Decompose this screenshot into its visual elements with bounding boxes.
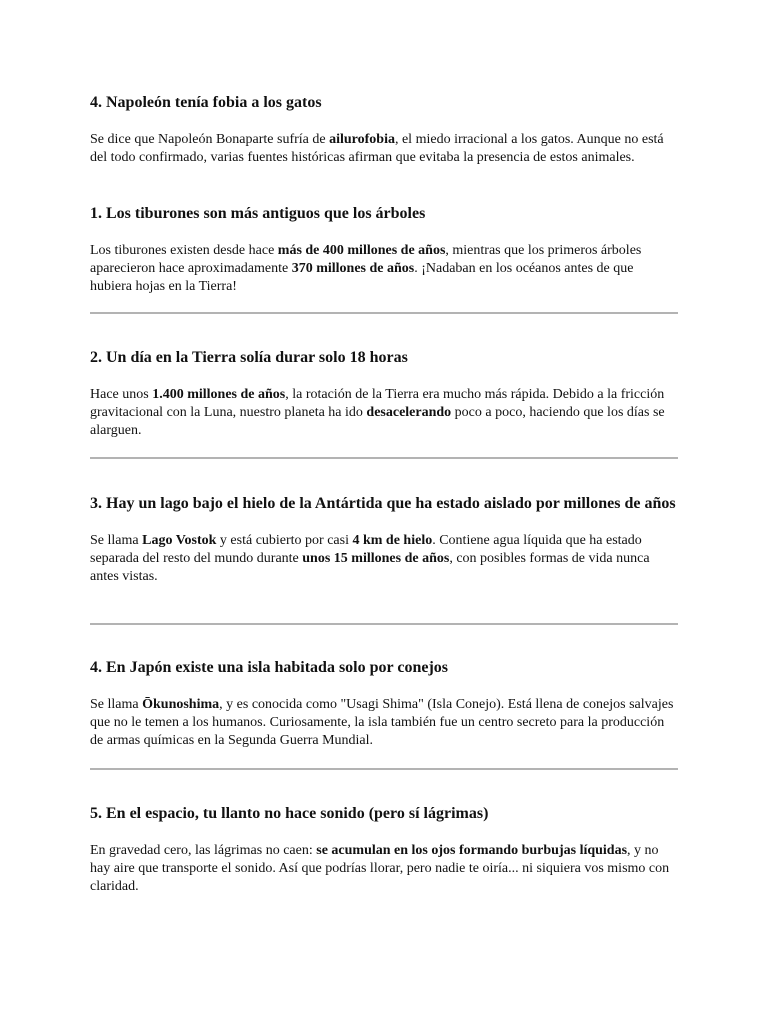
section-heading: 1. Los tiburones son más antiguos que los árboles (90, 205, 426, 222)
fact-section-earth-day (90, 348, 678, 440)
fact-section-sharks (90, 204, 678, 296)
text-run: . ¡Nadaban en los océanos antes de que hubiera hojas en la Tierra! (90, 261, 634, 294)
text-run: , mientras que los primeros árboles aparecieron hace aproximadamente (90, 243, 642, 276)
text-run: . Contiene agua líquida que ha estado separada del resto del mundo durante (90, 533, 642, 566)
text-run: , el miedo irracional a los gatos. Aunque no está del todo confirmado, varias fuentes históricas afirman que evitaba la presencia de estos animales. (90, 132, 664, 165)
section-divider (90, 312, 678, 314)
section-paragraph (90, 131, 678, 167)
section-heading: 3. Hay un lago bajo el hielo de la Antártida que ha estado aislado por millones de años (90, 495, 676, 512)
bold-text: 4 km de hielo (352, 533, 433, 548)
bold-text: más de 400 millones de años (277, 243, 446, 258)
fact-section-rabbit-island (90, 658, 678, 750)
bold-text: desacelerando (366, 405, 452, 420)
text-run: poco a poco, haciendo que los días se alarguen. (90, 405, 665, 438)
text-run: , y es conocida como "Usagi Shima" (Isla Conejo). Está llena de conejos salvajes que no le temen a los humanos. Curiosamente, la isla también fue un centro secreto para la producción de armas químicas en la Segunda Guerra Mundial. (90, 697, 674, 748)
bold-text: ailurofobia (329, 132, 395, 147)
bold-text: se acumulan en los ojos formando burbujas líquidas (316, 843, 628, 858)
fact-section-space-tears (90, 804, 678, 896)
section-paragraph (90, 242, 678, 296)
section-paragraph (90, 386, 678, 440)
fact-section-napoleon (90, 93, 678, 167)
text-run: , la rotación de la Tierra era mucho más rápida. Debido a la fricción gravitacional con la Luna, nuestro planeta ha ido (90, 387, 665, 420)
text-run: Se llama (90, 533, 143, 548)
text-run: y está cubierto por casi (216, 533, 353, 548)
section-divider (90, 768, 678, 770)
section-heading: 2. Un día en la Tierra solía durar solo 18 horas (90, 349, 408, 366)
section-heading: 5. En el espacio, tu llanto no hace sonido (pero sí lágrimas) (90, 805, 489, 822)
section-paragraph (90, 532, 678, 586)
text-run: Los tiburones existen desde hace (90, 243, 278, 258)
bold-text: unos 15 millones de años (302, 551, 450, 566)
bold-text: Lago Vostok (142, 533, 217, 548)
section-heading: 4. En Japón existe una isla habitada solo por conejos (90, 659, 448, 676)
bold-text: 1.400 millones de años (152, 387, 286, 402)
fact-section-lake-vostok (90, 494, 678, 586)
section-heading: 4. Napoleón tenía fobia a los gatos (90, 94, 322, 111)
text-run: En gravedad cero, las lágrimas no caen: (90, 843, 317, 858)
text-run: Se llama (90, 697, 143, 712)
text-run: , con posibles formas de vida nunca antes vistas. (90, 551, 650, 584)
section-paragraph (90, 842, 678, 896)
section-divider (90, 457, 678, 459)
section-paragraph (90, 696, 678, 750)
bold-text: Ōkunoshima (142, 697, 220, 712)
text-run: Hace unos (90, 387, 153, 402)
section-divider (90, 623, 678, 625)
text-run: , y no hay aire que transporte el sonido. Así que podrías llorar, pero nadie te oiría... ni siquiera vos mismo con claridad. (90, 843, 670, 894)
bold-text: 370 millones de años (291, 261, 415, 276)
text-run: Se dice que Napoleón Bonaparte sufría de (90, 132, 330, 147)
